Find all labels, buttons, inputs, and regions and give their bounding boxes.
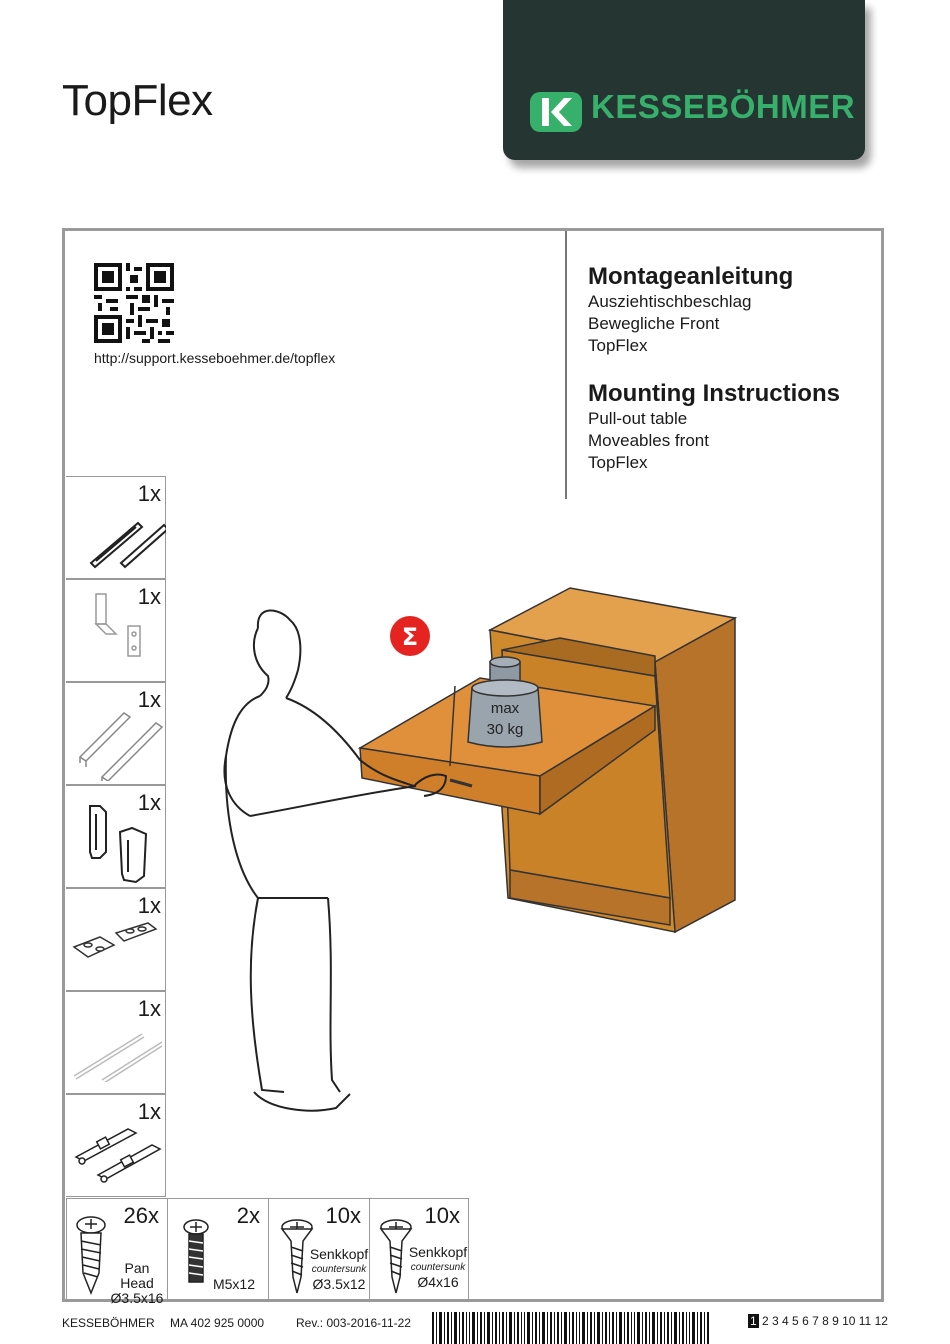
- heading-de: Montageanleitung: [588, 263, 794, 290]
- brand-logo-icon: [530, 92, 582, 132]
- line-en-2: Moveables front: [588, 431, 709, 450]
- part-cell: [66, 888, 166, 991]
- screw-cell: [167, 1198, 269, 1301]
- instructions-en: [588, 380, 840, 474]
- brand-name: KESSEBÖHMER: [591, 88, 856, 125]
- column-divider: [565, 231, 567, 499]
- screw-size: Ø4x16: [417, 1274, 459, 1290]
- part-cell: [66, 991, 166, 1094]
- footer-revision: Rev.: 003-2016-11-22: [296, 1316, 411, 1330]
- part-qty: 1x: [137, 790, 161, 815]
- screw-name: Senkkopf: [408, 1244, 468, 1260]
- screw-cell: [66, 1198, 168, 1306]
- part-qty: 1x: [137, 481, 161, 506]
- screw-name: Pan Head: [120, 1260, 154, 1291]
- pan-head-screw-icon: [71, 1213, 111, 1297]
- support-url-link[interactable]: http://support.kesseboehmer.de/topflex: [94, 350, 336, 366]
- weight-label: 30 kg: [486, 721, 524, 738]
- screw-name: Senkkopf: [309, 1246, 369, 1262]
- qr-code-icon[interactable]: [94, 263, 174, 343]
- footer-doc-number: MA 402 925 0000: [170, 1316, 265, 1330]
- part-cell: [66, 1094, 166, 1197]
- screw-qty: 10x: [424, 1203, 460, 1228]
- screw-qty: 10x: [325, 1203, 361, 1228]
- line-en-3: TopFlex: [588, 453, 648, 472]
- part-qty: 1x: [137, 996, 161, 1021]
- line-en-1: Pull-out table: [588, 409, 688, 428]
- part-cell: [66, 579, 166, 682]
- instructions-de: [588, 263, 793, 357]
- screw-size: Ø3.5x16: [110, 1290, 164, 1306]
- screw-qty: 2x: [236, 1203, 260, 1228]
- part-qty: 1x: [137, 687, 161, 712]
- screw-cell: [268, 1198, 370, 1301]
- cabinet-illustration: [210, 580, 750, 1120]
- screw-size: Ø3.5x12: [312, 1276, 366, 1292]
- screw-qty: 26x: [123, 1203, 159, 1228]
- hook-bracket-icon: [84, 802, 154, 884]
- page-index: [748, 1314, 888, 1328]
- sigma-symbol: Σ: [401, 623, 419, 651]
- brand-banner: [503, 0, 865, 160]
- part-qty: 1x: [137, 893, 161, 918]
- slide-rail-icon: [76, 501, 166, 571]
- heading-en: Mounting Instructions: [588, 380, 840, 407]
- page-list[interactable]: 2 3 4 5 6 7 8 9 10 11 12: [762, 1314, 888, 1328]
- screw-cell: [369, 1198, 469, 1301]
- part-cell: [66, 682, 166, 785]
- barcode-icon: [432, 1312, 710, 1344]
- bracket-icon: [86, 590, 156, 678]
- plate-icon: [72, 919, 162, 979]
- line-de-1: Ausziehtischbeschlag: [588, 292, 752, 311]
- part-cell: [66, 785, 166, 888]
- rod-icon: [72, 1022, 164, 1082]
- line-de-2: Bewegliche Front: [588, 314, 720, 333]
- screw-subtext: countersunk: [311, 1264, 367, 1275]
- runner-icon: [72, 1121, 164, 1191]
- screw-size: M5x12: [212, 1276, 256, 1292]
- product-title: TopFlex: [62, 76, 213, 125]
- screw-subtext: countersunk: [410, 1262, 466, 1273]
- part-cell: [66, 476, 166, 579]
- line-de-3: TopFlex: [588, 336, 648, 355]
- part-qty: 1x: [137, 1099, 161, 1124]
- weight-label: max: [490, 700, 520, 717]
- current-page: 1: [750, 1314, 757, 1328]
- part-qty: 1x: [137, 584, 161, 609]
- angle-profile-icon: [76, 703, 166, 781]
- person-outline-icon: [224, 610, 446, 1110]
- footer-company: KESSEBÖHMER: [62, 1316, 155, 1330]
